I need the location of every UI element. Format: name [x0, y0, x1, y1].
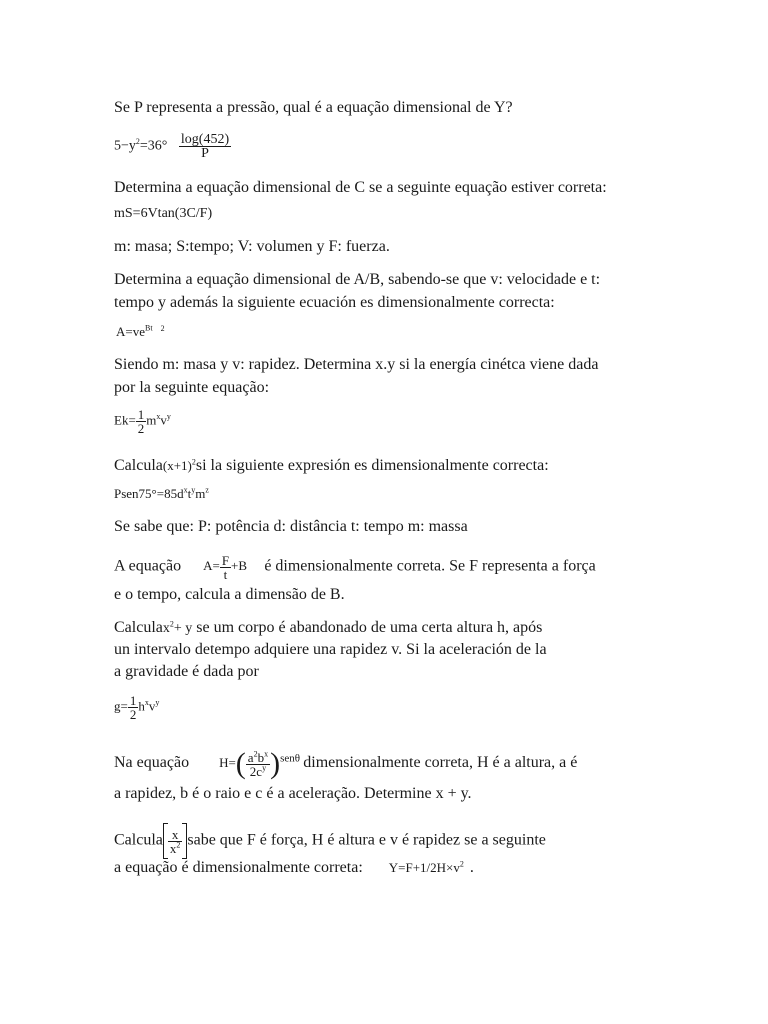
equation-8: H=( $\frac{a^2b^x}{2c^y}$ )$^{sen\theta}$ — [219, 747, 301, 780]
question-9-text-cont: a equação é dimensionalmente correta: $Y=F+1/2H\times v^2$ . — [114, 859, 474, 876]
question-6-text-cont: e o tempo, calcula a dimensão de B. — [114, 586, 345, 603]
question-8-text-cont: a rapidez, b é o raio e c é a aceleração. Determine x + y. — [114, 785, 472, 802]
question-3-text-cont: tempo y además la siguiente ecuación es dimensionalmente correcta: — [114, 294, 555, 311]
equation-7: g= $\frac{1}{2}$ $h^xv^y$ — [114, 693, 160, 722]
question-4-text: Siendo m: masa y v: rapidez. Determina x.y si la energía cinétca viene dada — [114, 356, 599, 373]
fraction: $\frac{\log(452)}{P}$ — [180, 132, 230, 161]
equation-1: $5-y^2=36^\circ$ $\frac{\log(452)}{P}$ — [114, 132, 230, 161]
question-2-text: Determina a equação dimensional de C se a seguinte equação estiver correta: — [114, 179, 607, 196]
question-7-text-cont: un intervalo detempo adquiere una rapidez v. Si la aceleración de la — [114, 641, 547, 658]
question-1-text: Se P representa a pressão, qual é a equação dimensional de Y? — [114, 99, 513, 116]
fraction: $\frac{1}{2}$ — [129, 693, 137, 722]
fraction: $\frac{F}{t}$ — [221, 553, 230, 582]
definitions-text: m: masa; S:tempo; V: volumen y F: fuerza. — [114, 238, 390, 255]
question-3-text: Determina a equação dimensional de A/B, sabendo-se que v: velocidade e t: — [114, 271, 601, 288]
fraction: $\frac{a^2b^x}{2c^y}$ — [247, 749, 269, 779]
definitions-text-2: Se sabe que: P: potência d: distância t: tempo m: massa — [114, 518, 468, 535]
expression-x2-plus-y: $x^2+ y$ — [162, 619, 193, 636]
equation-6: A= $\frac{F}{t}$ +B — [203, 553, 248, 582]
equation-5: $Psen75^\circ=85d^xt^ym^z$ — [114, 485, 209, 501]
equation-9: $Y=F+1/2H\times v^2$ — [388, 859, 464, 875]
expression-x-plus-1: $(x+1)^2$ — [162, 457, 196, 473]
equation-4: Ek= $\frac{1}{2}$ $m^xv^y$ — [114, 407, 171, 436]
question-6-text: A equação A= $\frac{F}{t}$ +B é dimensionalmente correta. Se F representa a força — [114, 553, 596, 582]
equation-3: $A=ve^{Bt}$ $^2$ — [116, 323, 165, 339]
question-8-text: Na equação H=( $\frac{a^2b^x}{2c^y}$ )$^{sen\theta}$ dimensionalmente correta, H é a altura, a é — [114, 747, 578, 780]
question-9-text: Calcula $\frac{x}{x^2}$ sabe que F é força, H é altura e v é rapidez se a seguinte — [114, 823, 546, 859]
equation-2: mS=6Vtan(3C/F) — [114, 206, 213, 221]
fraction: $\frac{x}{x^2}$ — [169, 826, 181, 856]
question-4-text-cont: por la seguinte equação: — [114, 379, 270, 396]
question-7-text-cont-2: a gravidade é dada por — [114, 663, 259, 680]
question-7-text: Calculax$^2$+ y se um corpo é abandonado de uma certa altura h, após — [114, 619, 543, 636]
question-5-text: $Calcula(x+1)^2si$ la siguiente expresión es dimensionalmente correcta: — [114, 457, 549, 474]
fraction: $\frac{1}{2}$ — [137, 407, 145, 436]
